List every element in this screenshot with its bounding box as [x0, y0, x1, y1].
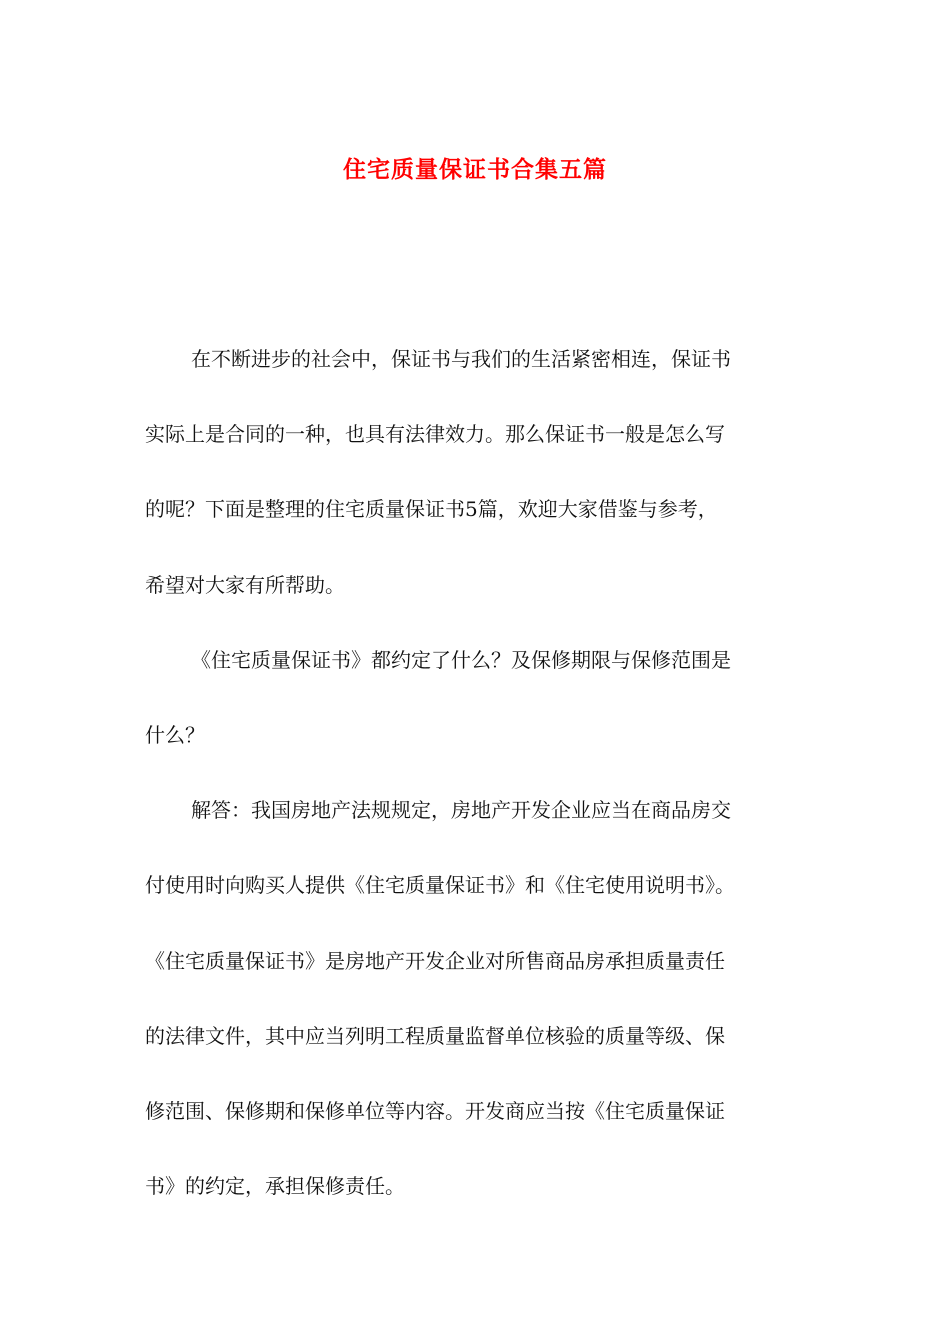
paragraph-line: 书》的约定，承担保修责任。 [145, 1174, 405, 1199]
paragraph-line: 在不断进步的社会中，保证书与我们的生活紧密相连，保证书 [191, 347, 731, 371]
paragraph-line: 的呢？下面是整理的住宅质量保证书5篇，欢迎大家借鉴与参考， [145, 497, 718, 522]
question-paragraph [145, 623, 835, 773]
paragraph-line: 付使用时向购买人提供《住宅质量保证书》和《住宅使用说明书》。 [145, 873, 735, 898]
paragraph-line: 的法律文件，其中应当列明工程质量监督单位核验的质量等级、保 [145, 1023, 725, 1048]
paragraph-line: 希望对大家有所帮助。 [145, 572, 345, 597]
document-title: 住宅质量保证书合集五篇 [343, 156, 607, 184]
paragraph-line: 《住宅质量保证书》都约定了什么？及保修期限与保修范围是 [191, 647, 731, 672]
paragraph-line: 《住宅质量保证书》是房地产开发企业对所售商品房承担质量责任 [145, 948, 725, 973]
intro-paragraph [145, 322, 835, 623]
paragraph-line: 修范围、保修期和保修单位等内容。开发商应当按《住宅质量保证 [145, 1099, 725, 1124]
document-body [145, 322, 835, 1224]
answer-paragraph [145, 773, 835, 1224]
paragraph-line: 解答：我国房地产法规规定，房地产开发企业应当在商品房交 [191, 798, 731, 823]
paragraph-line: 什么？ [145, 723, 205, 748]
paragraph-line: 实际上是合同的一种，也具有法律效力。那么保证书一般是怎么写 [145, 422, 725, 447]
